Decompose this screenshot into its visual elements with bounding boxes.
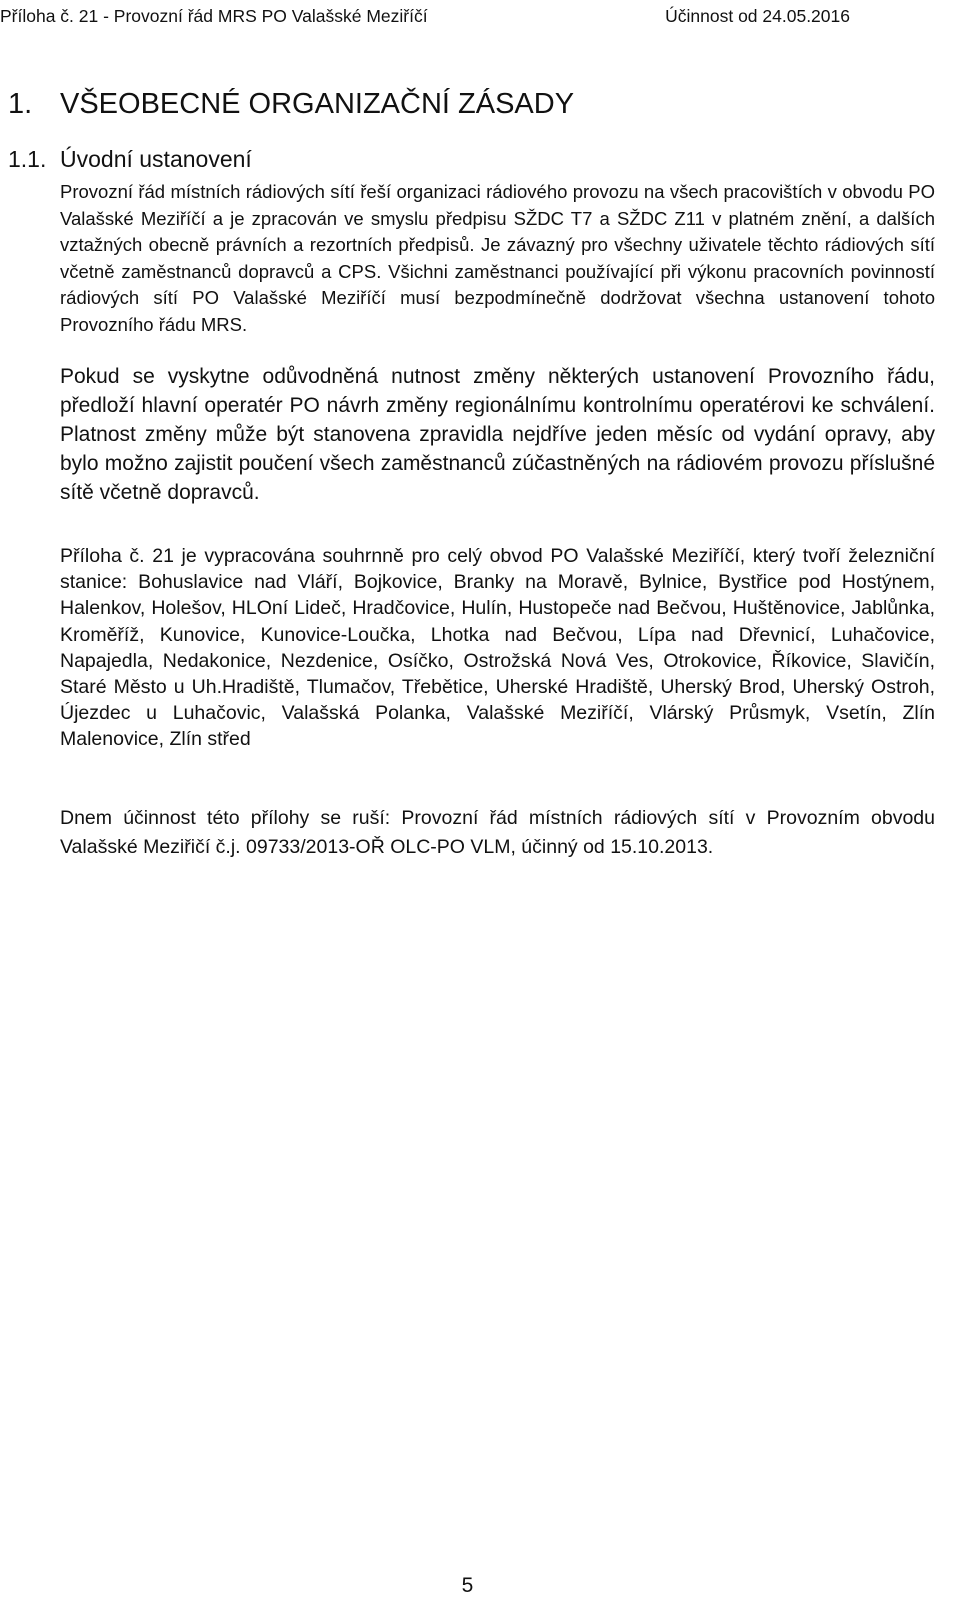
paragraph-changes: Pokud se vyskytne odůvodněná nutnost změny některých ustanovení Provozního řádu, předloží hlavní operatér PO návrh změny regionálnímu kontrolnímu operatérovi ke schválení. Platnost změny může být stanovena zpravidla nejdříve jeden měsíc od vydání opravy, aby bylo možno zajistit poučení všech zaměstnanců zúčastněných na rádiovém provozu příslušné sítě včetně dopravců. <box>60 365 935 504</box>
section-number: 1. <box>8 88 33 120</box>
paragraph-stations: Příloha č. 21 je vypracována souhrnně pro celý obvod PO Valašské Meziříčí, který tvoří železniční stanice: Bohuslavice nad Vláří, Bojkovice, Branky na Moravě, Bylnice, Bystřice pod Hostýnem, Halenkov, Holešov, HLOní Lideč, Hradčovice, Hulín, Hustopeče nad Bečvou, Huštěnovice, Jablůnka, Kroměříž, Kunovice, Kunovice-Loučka, Lhotka nad Bečvou, Lípa nad Dřevnicí, Luhačovice, Napajedla, Nedakonice, Nezdenice, Osíčko, Ostrožská Nová Ves, Otrokovice, Říkovice, Slavičín, Staré Město u Uh.Hradiště, Tlumačov, Třebětice, Uherské Hradiště, Uherský Brod, Uherský Ostroh, Újezdec u Luhačovic, Valašská Polanka, Valašské Meziříčí, Vlárský Průsmyk, Vsetín, Zlín Malenovice, Zlín střed <box>60 545 935 751</box>
paragraph-repeal: Dnem účinnost této přílohy se ruší: Provozní řád místních rádiových sítí v Provozním obvodu Valašské Meziřičí č.j. 09733/2013-OŘ OLC-PO VLM, účinný od 15.10.2013. <box>60 807 935 858</box>
header-effective-date: Účinnost od 24.05.2016 <box>665 6 850 26</box>
header-document-title: Příloha č. 21 - Provozní řád MRS PO Valašské Meziříčí <box>0 6 428 26</box>
subsection-number: 1.1. <box>8 146 47 172</box>
subsection-title: Úvodní ustanovení <box>60 146 252 172</box>
page-number: 5 <box>461 1574 474 1597</box>
paragraph-scope: Provozní řád místních rádiových sítí řeší organizaci rádiového provozu na všech pracovištích v obvodu PO Valašské Meziříčí a je zpracován ve smyslu předpisu SŽDC T7 a SŽDC Z11 v platném znění, a dalších vztažných obecně právních a rezortních předpisů. Je závazný pro všechny uživatele těchto rádiových sítí včetně zaměstnanců dopravců a CPS. Všichni zaměstnanci používající při výkonu pracovních povinností rádiových sítí PO Valašské Meziříčí musí bezpodmínečně dodržovat všechna ustanovení tohoto Provozního řádu MRS. <box>60 181 935 335</box>
subsection-heading <box>8 144 252 174</box>
section-heading <box>8 84 574 124</box>
section-title: VŠEOBECNÉ ORGANIZAČNÍ ZÁSADY <box>60 88 575 120</box>
page-header <box>0 4 850 28</box>
